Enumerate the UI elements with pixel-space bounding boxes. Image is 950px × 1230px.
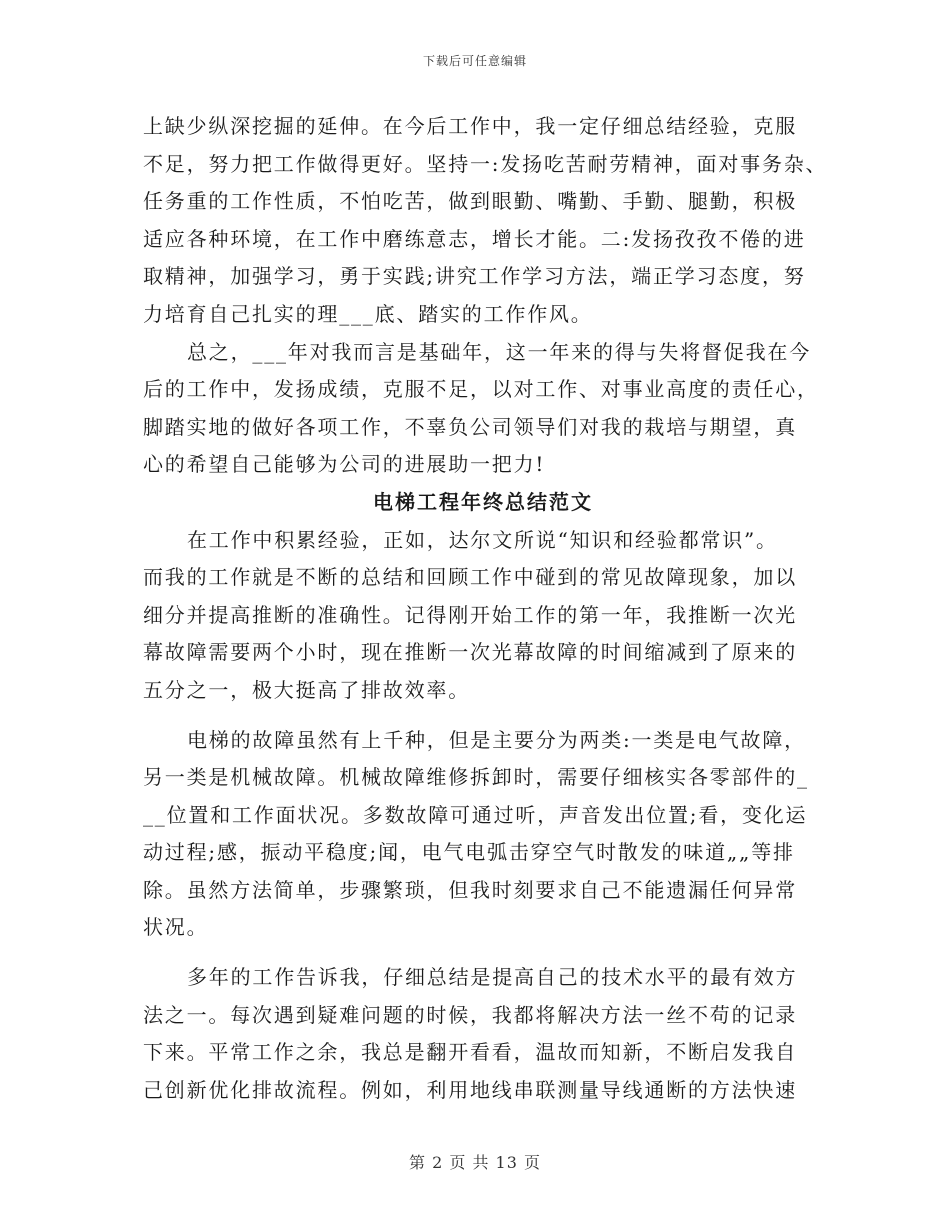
text-line: 脚踏实地的做好各项工作，不辜负公司领导们对我的栽培与期望，真 — [143, 414, 797, 439]
paragraph — [143, 722, 823, 948]
text-line: 多年的工作告诉我，仔细总结是提高自己的技术水平的最有效方 — [187, 965, 798, 990]
text-line: 上缺少纵深挖掘的延伸。在今后工作中，我一定仔细总结经验，克服 — [143, 114, 797, 138]
section-title: 电梯工程年终总结范文 — [373, 489, 593, 514]
text-line: 任务重的工作性质，不怕吃苦，做到眼勤、嘴勤、手勤、腿勤，积极 — [143, 189, 797, 214]
text-line: 五分之一，极大挺高了排故效率。 — [143, 677, 470, 702]
text-line: 总之，___年对我而言是基础年，这一年来的得与失将督促我在今 — [187, 339, 811, 364]
text-line: 状况。 — [143, 915, 209, 940]
text-line: 除。虽然方法简单，步骤繁琐，但我时刻要求自己不能遗漏任何异常 — [143, 877, 797, 902]
text-line: 心的希望自己能够为公司的进展助一把力! — [143, 452, 546, 477]
header-note: 下载后可任意编辑 — [422, 54, 527, 68]
text-line: __位置和工作面状况。多数故障可通过听，声音发出位置;看，变化运 — [143, 802, 808, 827]
text-line: 细分并提高推断的准确性。记得刚开始工作的第一年，我推断一次光 — [143, 602, 797, 627]
paragraph — [143, 334, 823, 484]
text-line: 在工作中积累经验，正如，达尔文所说“知识和经验都常识”。 — [187, 527, 778, 552]
paragraph — [143, 959, 823, 1109]
text-line: 另一类是机械故障。机械故障维修拆卸时，需要仔细核实各零部件的_ — [143, 765, 809, 790]
paragraph-gap — [143, 710, 823, 722]
text-line: 后的工作中，发扬成绩，克服不足，以对工作、对事业高度的责任心， — [143, 377, 819, 402]
page-number: 第 2 页 共 13 页 — [409, 1153, 541, 1172]
document-body — [143, 108, 828, 1109]
text-line: 幕故障需要两个小时，现在推断一次光幕故障的时间缩减到了原来的 — [143, 640, 797, 665]
text-line: 取精神，加强学习，勇于实践;讲究工作学习方法，端正学习态度，努 — [143, 264, 806, 289]
text-line: 法之一。每次遇到疑难问题的时候，我都将解决方法一丝不苟的记录 — [143, 1002, 797, 1027]
paragraph — [143, 108, 828, 334]
paragraph — [143, 522, 823, 710]
text-line: 适应各种环境，在工作中磨练意志，增长才能。二:发扬孜孜不倦的进 — [143, 226, 806, 251]
text-line: 动过程;感，振动平稳度;闻，电气电弧击穿空气时散发的味道„„等排 — [143, 840, 795, 865]
text-line: 己创新优化排故流程。例如，利用地线串联测量导线通断的方法快速 — [143, 1077, 797, 1102]
text-line: 不足，努力把工作做得更好。坚持一:发扬吃苦耐劳精神，面对事务杂、 — [143, 151, 828, 176]
text-line: 而我的工作就是不断的总结和回顾工作中碰到的常见故障现象，加以 — [143, 565, 797, 590]
text-line: 电梯的故障虽然有上千种，但是主要分为两类:一类是电气故障， — [187, 727, 806, 752]
text-line: 下来。平常工作之余，我总是翻开看看，温故而知新，不断启发我自 — [143, 1040, 797, 1065]
text-line: 力培育自己扎实的理___底、踏实的工作作风。 — [143, 301, 593, 326]
paragraph-gap — [143, 947, 823, 959]
